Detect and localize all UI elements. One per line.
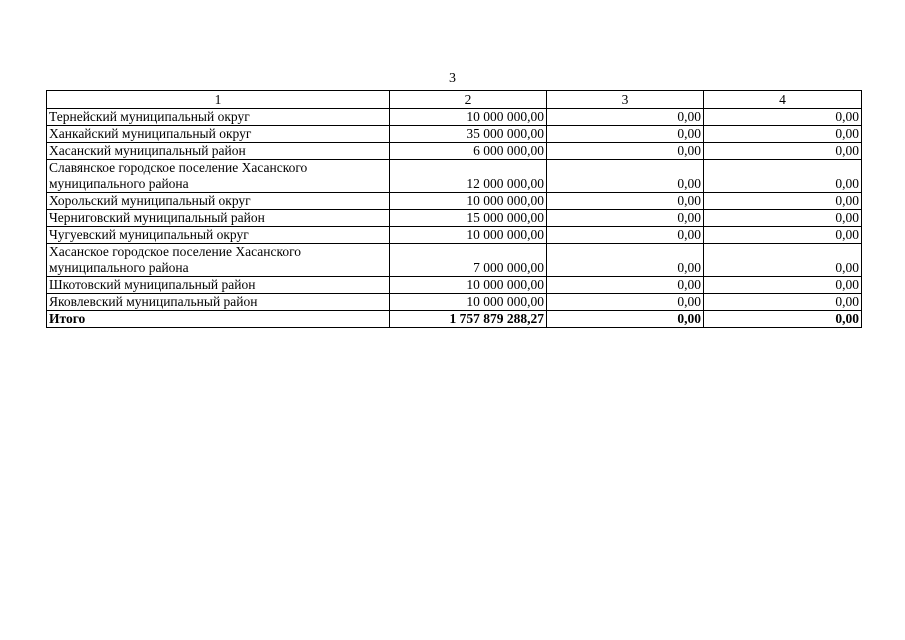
amount-col-4: 0,00: [704, 227, 862, 244]
amount-col-4: 0,00: [704, 294, 862, 311]
amount-col-4: 0,00: [704, 143, 862, 160]
amount-col-4: 0,00: [704, 244, 862, 277]
table-header-row: [47, 91, 862, 109]
total-label: Итого: [47, 311, 390, 328]
total-col-2: 1 757 879 288,27: [390, 311, 547, 328]
column-header-2: 2: [390, 91, 547, 109]
table-row: [47, 294, 862, 311]
amount-col-2: 10 000 000,00: [390, 227, 547, 244]
amount-col-3: 0,00: [547, 126, 704, 143]
amount-col-2: 7 000 000,00: [390, 244, 547, 277]
table-row: [47, 193, 862, 210]
column-header-4: 4: [704, 91, 862, 109]
amount-col-3: 0,00: [547, 294, 704, 311]
amount-col-4: 0,00: [704, 109, 862, 126]
amount-col-2: 10 000 000,00: [390, 109, 547, 126]
municipality-name: Чугуевский муниципальный округ: [47, 227, 390, 244]
municipality-name: Черниговский муниципальный район: [47, 210, 390, 227]
amount-col-2: 10 000 000,00: [390, 193, 547, 210]
total-col-4: 0,00: [704, 311, 862, 328]
table-row: [47, 126, 862, 143]
municipality-name: Хасанский муниципальный район: [47, 143, 390, 160]
amount-col-2: 10 000 000,00: [390, 277, 547, 294]
table-row: [47, 227, 862, 244]
municipality-name: Славянское городское поселение Хасанского муниципального района: [47, 160, 390, 193]
amount-col-2: 6 000 000,00: [390, 143, 547, 160]
table-row: [47, 244, 862, 277]
amount-col-2: 12 000 000,00: [390, 160, 547, 193]
amount-col-4: 0,00: [704, 210, 862, 227]
amount-col-4: 0,00: [704, 193, 862, 210]
amount-col-3: 0,00: [547, 210, 704, 227]
amount-col-3: 0,00: [547, 244, 704, 277]
municipality-name: Тернейский муниципальный округ: [47, 109, 390, 126]
amount-col-4: 0,00: [704, 277, 862, 294]
amount-col-3: 0,00: [547, 160, 704, 193]
municipality-name: Яковлевский муниципальный район: [47, 294, 390, 311]
column-header-1: 1: [47, 91, 390, 109]
amount-col-2: 35 000 000,00: [390, 126, 547, 143]
amount-col-3: 0,00: [547, 277, 704, 294]
table-row: [47, 277, 862, 294]
municipality-name: Шкотовский муниципальный район: [47, 277, 390, 294]
budget-table: [46, 90, 862, 328]
total-col-3: 0,00: [547, 311, 704, 328]
page-number: 3: [449, 71, 456, 86]
amount-col-3: 0,00: [547, 109, 704, 126]
municipality-name: Хасанское городское поселение Хасанского муниципального района: [47, 244, 390, 277]
table-row: [47, 143, 862, 160]
municipality-name: Ханкайский муниципальный округ: [47, 126, 390, 143]
amount-col-3: 0,00: [547, 227, 704, 244]
total-row: [47, 311, 862, 328]
table-row: [47, 210, 862, 227]
amount-col-2: 15 000 000,00: [390, 210, 547, 227]
amount-col-2: 10 000 000,00: [390, 294, 547, 311]
amount-col-4: 0,00: [704, 160, 862, 193]
table-row: [47, 109, 862, 126]
amount-col-3: 0,00: [547, 193, 704, 210]
amount-col-4: 0,00: [704, 126, 862, 143]
table-row: [47, 160, 862, 193]
municipality-name: Хорольский муниципальный округ: [47, 193, 390, 210]
column-header-3: 3: [547, 91, 704, 109]
amount-col-3: 0,00: [547, 143, 704, 160]
